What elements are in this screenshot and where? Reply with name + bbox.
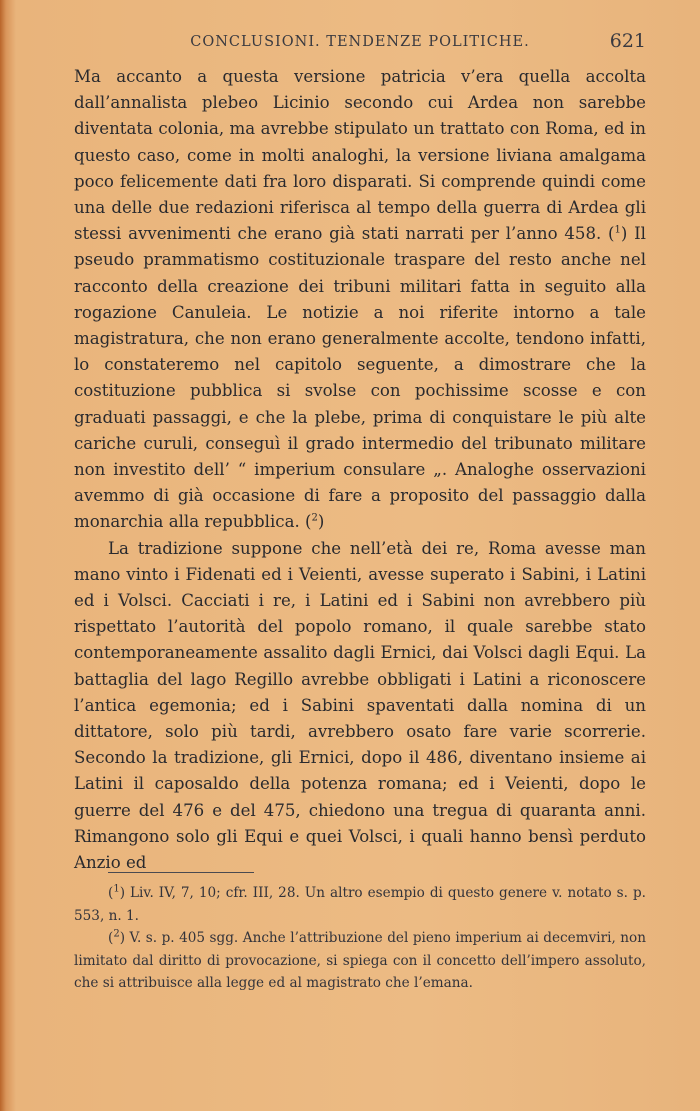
- paragraph-1: [74, 64, 646, 536]
- paragraph-1-close: ): [317, 512, 325, 532]
- page-header: [74, 30, 646, 58]
- footnotes: [74, 882, 646, 995]
- footnote-1-text: Liv. IV, 7, 10; cfr. III, 28. Un altro esempio di questo genere v. notato s. p. 553, n. 1.: [74, 885, 646, 924]
- running-head: CONCLUSIONI. TENDENZE POLITICHE.: [190, 34, 530, 50]
- paragraph-1-text: Ma accanto a questa versione patricia v’era quella accolta dall’annalista plebeo Licinio secondo cui Ardea non sarebbe diventata colonia, ma avrebbe stipulato un trattato con Roma, ed in questo caso, come in molti analoghi, la versione liviana amalgama poco felicemente dati fra loro disparati. Si comprende quindi come una delle due redazioni riferisca al tempo della guerra di Ardea gli stessi avvenimenti che erano già stati narrati per l’anno 458. (: [74, 67, 646, 244]
- page-number: 621: [609, 30, 646, 52]
- footnote-mark-1: 1: [113, 883, 120, 895]
- footnote-ref-2[interactable]: 2: [311, 512, 318, 524]
- main-text: [74, 64, 646, 876]
- paragraph-2: La tradizione suppone che nell’età dei re, Roma avesse man mano vinto i Fidenati ed i Veienti, avesse superato i Sabini, i Latini ed i Volsci. Cacciati i re, i Latini ed i Sabini non avrebbero più rispettato l’autorità del popolo romano, il quale sarebbe stato contemporaneamente assalito dagli Ernici, dai Volsci dagli Equi. La battaglia del lago Regillo avrebbe obbligati i Latini a riconoscere l’antica egemonia; ed i Sabini spaventati dalla nomina di un dittatore, solo più tardi, avrebbero osato fare varie scorrerie. Secondo la tradizione, gli Ernici, dopo il 486, diventano insieme ai Latini il caposaldo della potenza romana; ed i Veienti, dopo le guerre del 476 e del 475, chiedono una tregua di quaranta anni. Rimangono solo gli Equi e quei Volsci, i quali hanno bensì perduto Anzio ed: [74, 538, 646, 873]
- paragraph-1-text-continued: ) Il pseudo prammatismo costituzionale traspare del resto anche nel racconto della creazione dei tribuni militari fatta in seguito alla rogazione Canuleia. Le notizie a noi riferite intorno a tale magistratura, che non erano generalmente accolte, tendono infatti, lo constateremo nel capitolo seguente, a dimostrare che la costituzione pubblica si svolse con pochissime scosse e con graduati passaggi, e che la plebe, prima di conquistare le più alte cariche curuli, conseguì il grado intermedio del tribunato militare non investito dell’ “ imperium consulare „. Analoghe osservazioni avemmo di già occasione di fare a proposito del passaggio dalla monarchia alla repubblica. (: [74, 224, 646, 532]
- footnote-ref-1[interactable]: 1: [614, 224, 621, 236]
- footnote-divider: [108, 872, 254, 873]
- footnote-1: ($^1$) Liv. IV, 7, 10; cfr. III, 28. Un altro esempio di questo genere v. notato s. p. 553, n. 1.: [74, 883, 646, 924]
- footnote-2-text: V. s. p. 405 sgg. Anche l’attribuzione del pieno imperium ai decemviri, non limitato dal diritto di provocazione, si spiega con il concetto dell’impero assoluto, che si attribuisce alla legge ed al magistrato che l’emana.: [74, 930, 646, 992]
- footnote-mark-2: 2: [113, 928, 120, 940]
- footnote-2: ($^2$) V. s. p. 405 sgg. Anche l’attribuzione del pieno imperium ai decemviri, non limitato dal diritto di provocazione, si spiega con il concetto dell’impero assoluto, che si attribuisce alla legge ed al magistrato che l’emana.: [74, 928, 646, 992]
